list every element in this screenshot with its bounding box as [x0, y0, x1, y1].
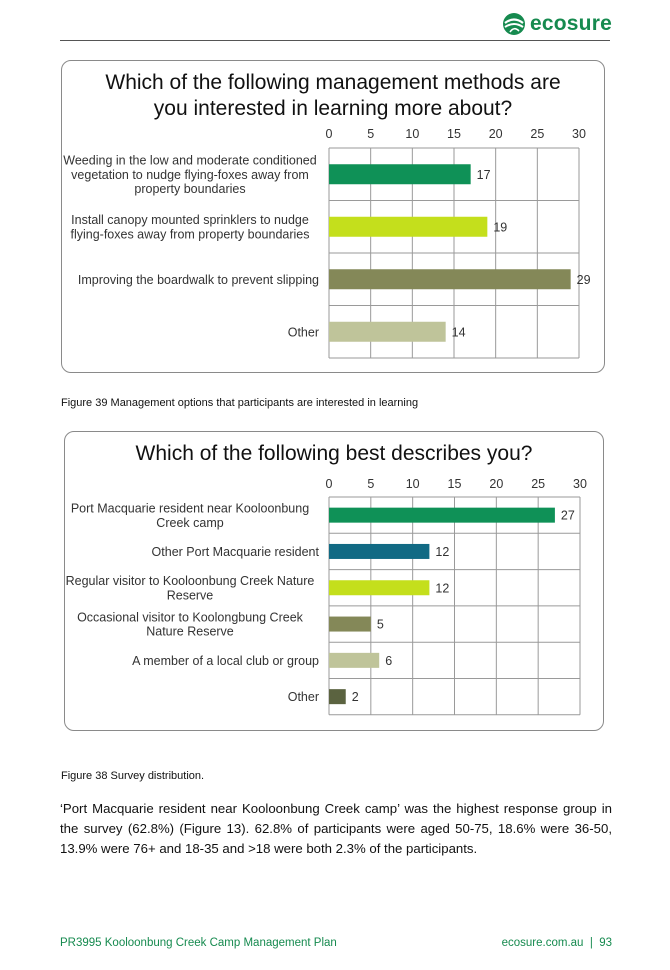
bar-value-label: 5 — [376, 617, 384, 632]
category-label: Occasional visitor to Koolongbung Creek Nature Reserve — [77, 610, 303, 639]
x-tick-label: 30 — [572, 127, 586, 141]
bar-chart-plot — [65, 432, 603, 730]
x-tick-label: 10 — [405, 127, 420, 141]
figure-38-caption: Figure 38 Survey distribution. — [61, 770, 205, 782]
bar-value-label: 17 — [476, 167, 491, 182]
category-label: Other Port Macquarie resident — [151, 544, 319, 559]
x-tick-label: 25 — [531, 477, 546, 491]
bar-value-label: 12 — [435, 581, 450, 596]
bar — [329, 269, 571, 289]
bar-chart-plot — [62, 61, 604, 372]
x-tick-label: 5 — [367, 477, 375, 491]
footer-page-info: ecosure.com.au | 93 — [501, 937, 612, 949]
bar — [329, 544, 429, 559]
x-tick-label: 25 — [530, 127, 545, 141]
bar — [329, 508, 555, 523]
x-tick-label: 0 — [325, 127, 333, 141]
bar-value-label: 12 — [435, 544, 450, 559]
leaf-globe-icon — [502, 12, 526, 36]
category-label: Improving the boardwalk to prevent slipping — [77, 272, 319, 287]
x-tick-label: 0 — [325, 477, 333, 491]
chart-title-line-2: you interested in learning more about? — [153, 97, 513, 120]
footer-document-title: PR3995 Kooloonbung Creek Camp Management Plan — [60, 937, 337, 949]
category-label: A member of a local club or group — [132, 653, 319, 668]
x-tick-label: 20 — [489, 477, 504, 491]
bar-value-label: 2 — [351, 690, 359, 705]
figure-39-caption: Figure 39 Management options that participants are interested in learning — [61, 397, 419, 409]
category-label: Port Macquarie resident near Kooloonbung Creek camp — [70, 501, 310, 530]
category-label: Regular visitor to Kooloonbung Creek Nature Reserve — [65, 574, 315, 603]
body-paragraph: ‘Port Macquarie resident near Kooloonbung Creek camp’ was the highest response group in the survey (62.8%) (Figure 13). 62.8% of participants were aged 50-75, 18.6% were 36-50, 13.9% were 76+ and 18-35 and >18 were both 2.3% of the participants. — [60, 801, 612, 856]
x-tick-label: 30 — [573, 477, 587, 491]
bar — [329, 322, 446, 342]
bar — [329, 217, 487, 237]
x-tick-label: 15 — [447, 127, 461, 141]
category-label: Other — [287, 690, 319, 705]
bar — [329, 653, 379, 668]
bar-value-label: 6 — [385, 653, 393, 668]
management-methods-chart — [61, 60, 605, 373]
category-label: Install canopy mounted sprinklers to nudge flying-foxes away from property boundaries — [70, 213, 310, 242]
ecosure-logo — [502, 12, 612, 36]
header-divider — [60, 40, 610, 41]
bar-value-label: 27 — [560, 508, 575, 523]
bar — [329, 580, 429, 595]
chart-title-line-1: Which of the following best describes you? — [135, 442, 533, 465]
chart-title-line-1: Which of the following management methods are — [105, 71, 561, 94]
bar — [329, 689, 346, 704]
brand-name: ecosure — [530, 12, 612, 35]
x-tick-label: 15 — [447, 477, 462, 491]
x-tick-label: 10 — [405, 477, 420, 491]
bar-value-label: 14 — [451, 325, 466, 340]
bar — [329, 617, 371, 632]
x-tick-label: 5 — [367, 127, 375, 141]
bar-value-label: 19 — [493, 220, 508, 235]
category-label: Weeding in the low and moderate conditioned vegetation to nudge flying-foxes away from property boundaries — [63, 153, 317, 197]
x-tick-label: 20 — [488, 127, 503, 141]
respondent-type-chart — [64, 431, 604, 731]
bar-value-label: 29 — [576, 272, 591, 287]
category-label: Other — [287, 325, 319, 340]
bar — [329, 164, 471, 184]
